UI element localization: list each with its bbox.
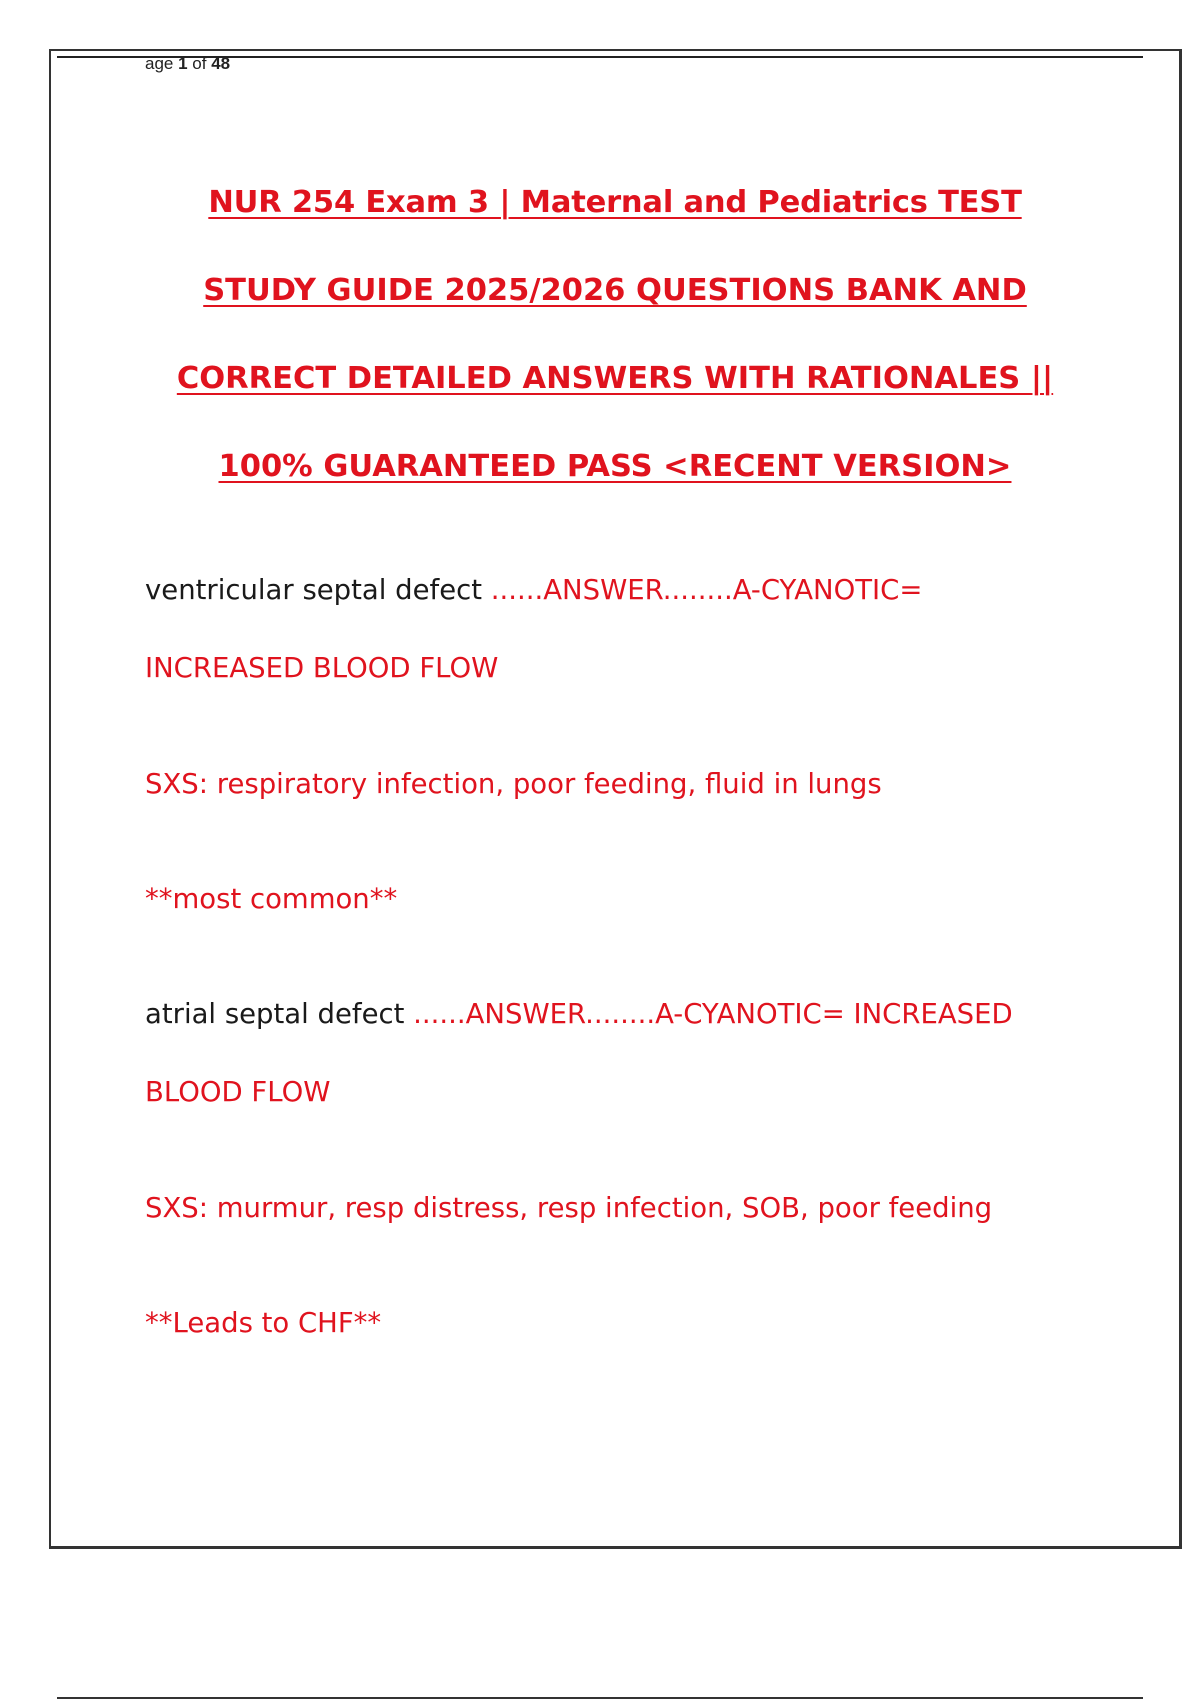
- qa-item-2-note: **Leads to CHF**: [145, 1307, 382, 1339]
- answer-text: ......ANSWER........A-CYANOTIC=: [490, 574, 923, 606]
- footer-rule: [57, 1697, 1143, 1699]
- qa-item-2-question-line: [145, 996, 1013, 1032]
- title-line-2: STUDY GUIDE 2025/2026 QUESTIONS BANK AND: [203, 273, 1027, 308]
- document-title: [50, 175, 1180, 527]
- title-line-1: NUR 254 Exam 3 | Maternal and Pediatrics TEST: [208, 185, 1022, 220]
- title-line-3: CORRECT DETAILED ANSWERS WITH RATIONALES ||: [176, 361, 1054, 396]
- qa-item-1-question-line: [145, 572, 922, 608]
- page-current: 1: [178, 54, 188, 73]
- qa-item-1-symptoms: SXS: respiratory infection, poor feeding, fluid in lungs: [145, 768, 882, 800]
- page-total: 48: [211, 54, 231, 73]
- question-text: ventricular septal defect: [145, 574, 491, 606]
- question-text: atrial septal defect: [145, 998, 414, 1030]
- qa-item-1-answer-continuation: INCREASED BLOOD FLOW: [145, 652, 499, 684]
- page-counter: [145, 54, 230, 74]
- page-counter-of: of: [187, 54, 212, 73]
- page-counter-prefix: age: [145, 54, 179, 73]
- qa-item-2-symptoms: SXS: murmur, resp distress, resp infection, SOB, poor feeding: [145, 1192, 993, 1224]
- title-line-4: 100% GUARANTEED PASS <RECENT VERSION>: [218, 449, 1012, 484]
- answer-text: ......ANSWER........A-CYANOTIC= INCREASED: [413, 998, 1013, 1030]
- qa-item-2-answer-continuation: BLOOD FLOW: [145, 1076, 331, 1108]
- qa-item-1-note: **most common**: [145, 883, 398, 915]
